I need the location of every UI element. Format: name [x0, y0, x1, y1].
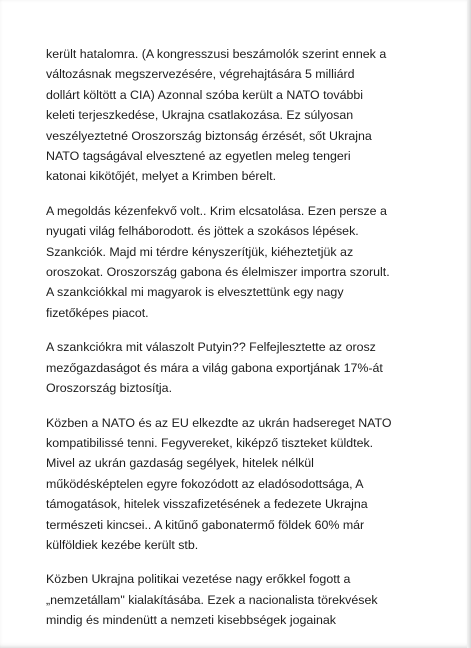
text-line: „nemzetállam" kialakításába. Ezek a nacionalista törekvések [46, 592, 378, 607]
text-line: természeti kincsei.. A kitűnő gabonatermő földek 60% már [46, 517, 365, 532]
paragraph-3 [46, 337, 446, 398]
text-line: mindig és mindenütt a nemzeti kisebbségek jogainak [46, 613, 336, 628]
text-line: Mivel az ukrán gazdaság segélyek, hitelek nélkül [46, 456, 314, 471]
text-line: dollárt költött a CIA) Azonnal szóba került a NATO további [46, 87, 364, 102]
text-line: NATO tagságával elvesztené az egyetlen meleg tengeri [46, 149, 351, 164]
text-line: nyugati világ felháborodott. és jöttek a szokásos lépések. [46, 224, 359, 239]
paragraph-2 [46, 201, 446, 323]
text-line: fizetőképes piacot. [46, 305, 149, 320]
text-line: oroszokat. Oroszország gabona és élelmiszer importra szorult. [46, 265, 390, 280]
text-line: került hatalomra. (A kongresszusi beszámolók szerint ennek a [46, 47, 387, 61]
text-line: A szankciókra mit válaszolt Putyin?? Felfejlesztette az orosz [46, 340, 376, 355]
text-line: keleti terjeszkedése, Ukrajna csatlakozása. Ez súlyosan [46, 108, 354, 123]
text-line: Közben a NATO és az EU elkezdte az ukrán hadsereget NATO [46, 415, 392, 430]
paragraph-5 [46, 569, 446, 630]
text-line: Szankciók. Majd mi térdre kényszerítjük, kiéheztetjük az [46, 244, 354, 259]
paragraph-4 [46, 413, 446, 556]
text-line: kompatibilissé tenni. Fegyvereket, kiképző tiszteket küldtek. [46, 435, 374, 450]
paragraph-1 [46, 44, 446, 187]
text-line: veszélyeztetné Oroszország biztonság érzését, sőt Ukrajna [46, 128, 372, 143]
text-line: katonai kikötőjét, melyet a Krimben bérelt. [46, 169, 277, 184]
text-line: A megoldás kézenfekvő volt.. Krim elcsatolása. Ezen persze a [46, 203, 387, 218]
text-line: változásnak megszervezésére, végrehajtására 5 milliárd [46, 67, 355, 82]
text-line: külföldiek kezébe került stb. [46, 537, 199, 552]
text-line: Oroszország biztosítja. [46, 381, 173, 396]
text-line: mezőgazdaságot és mára a világ gabona exportjának 17%-át [46, 360, 383, 375]
text-line: támogatások, hitelek visszafizetésének a fedezete Ukrajna [46, 497, 368, 512]
page-edge-shadow [467, 0, 471, 648]
text-line: Közben Ukrajna politikai vezetése nagy erőkkel fogott a [46, 572, 351, 587]
document-body [46, 44, 446, 645]
text-line: A szankciókkal mi magyarok is elvesztettünk egy nagy [46, 285, 344, 300]
text-line: működésképtelen egyre fokozódott az eladósodottsága, A [46, 476, 364, 491]
